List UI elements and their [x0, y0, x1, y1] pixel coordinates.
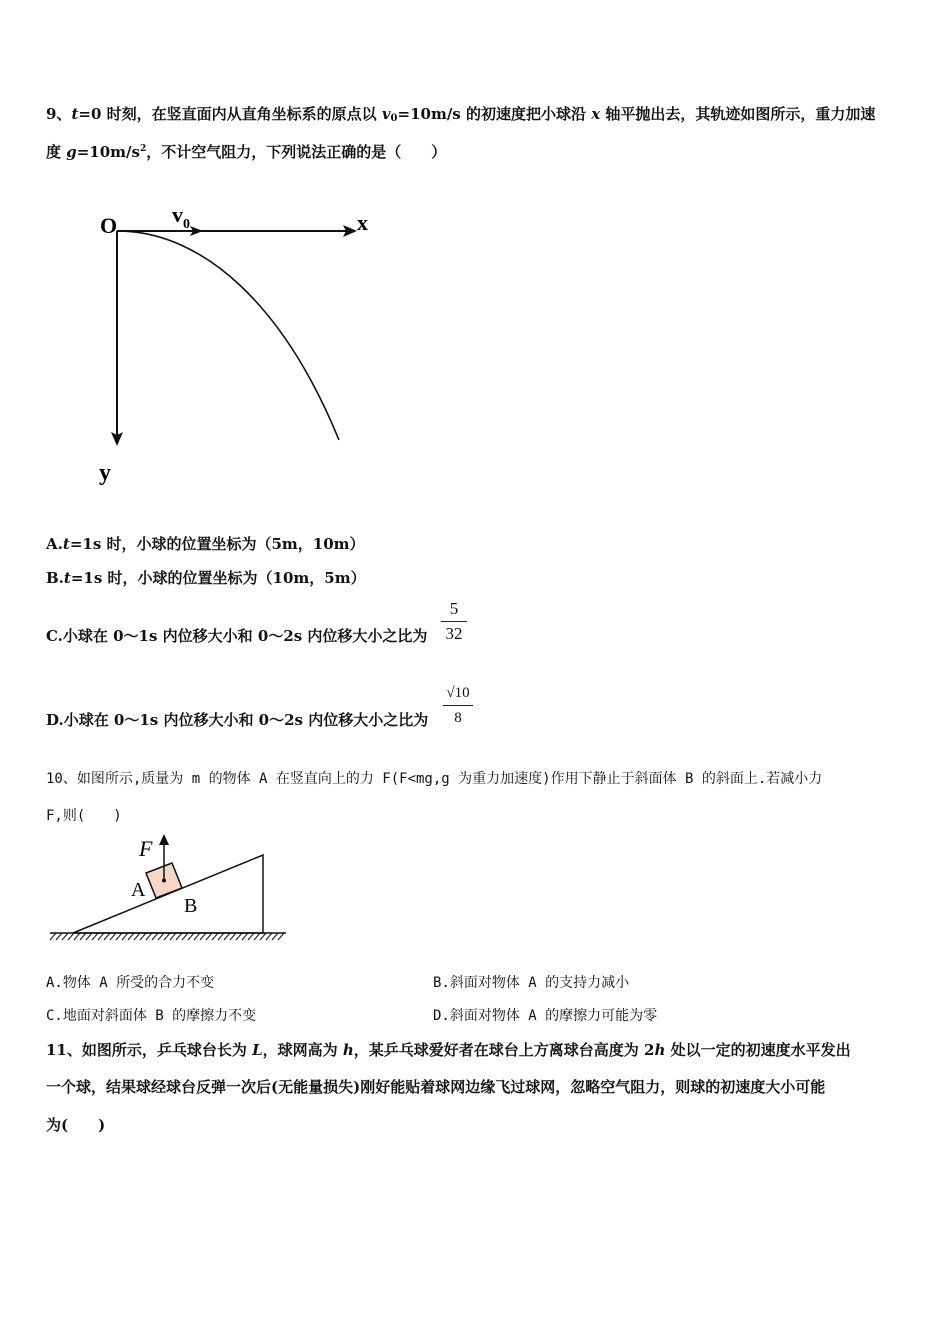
q9-option-c: C.小球在 0～1s 内位移大小和 0～2s 内位移大小之比为: [46, 627, 428, 645]
q9-option-a: [46, 533, 365, 554]
q9-option-d: D.小球在 0～1s 内位移大小和 0～2s 内位移大小之比为: [46, 711, 429, 729]
q9-stem-line2: [46, 141, 446, 162]
q9-y-label: y: [99, 460, 111, 486]
q10-option-d: D.斜面对物体 A 的摩擦力可能为零: [433, 1008, 658, 1024]
q9-velocity-subscript: 0: [183, 217, 190, 232]
q9-velocity-label: [172, 202, 190, 232]
q9-option-d-denominator: 8: [454, 710, 462, 726]
q10-option-c: C.地面对斜面体 B 的摩擦力不变: [46, 1008, 257, 1024]
q11-text-b: ，球网高为: [262, 1041, 343, 1059]
q9-option-b-prefix: B.: [46, 569, 64, 587]
q9-var-v-sub: 0: [390, 113, 398, 124]
q11-var-L: L: [252, 1041, 263, 1059]
q11-text-a: 11、如图所示，乒乓球台长为: [46, 1041, 253, 1059]
q9-var-x: x: [591, 105, 601, 123]
q9-option-a-prefix: A.: [46, 535, 63, 553]
q11-text-c: ，某乒乓球爱好者在球台上方离球台高度为 2: [353, 1041, 655, 1059]
q9-text-d: 度: [46, 143, 67, 161]
q9-option-c-denominator: 32: [445, 624, 463, 643]
q10-wedge-label: B: [184, 895, 198, 917]
q9-option-d-fraction: [443, 682, 473, 729]
q9-option-d-numerator: √10: [446, 685, 470, 701]
q10-force-arrow-head: [159, 834, 169, 845]
q9-exponent: 2: [139, 144, 147, 154]
q9-x-label: x: [357, 210, 368, 235]
q9-option-c-numerator: 5: [449, 599, 459, 618]
q9-trajectory-figure: [95, 198, 395, 498]
q11-stem-line3: 为( ): [46, 1116, 106, 1134]
q9-text-a: =0 时刻，在竖直面内从直角坐标系的原点以: [78, 105, 382, 123]
q9-option-b-text: =1s 时，小球的位置坐标为（10m，5m）: [70, 569, 366, 587]
q9-var-t: t: [71, 105, 79, 123]
q10-force-label: F: [139, 836, 153, 861]
q11-stem-line2: 一个球，结果球经球台反弹一次后(无能量损失)刚好能贴着球网边缘飞过球网，忽略空气阻力，则球的初速度大小可能: [46, 1078, 826, 1096]
q9-var-g: g: [66, 143, 77, 161]
q10-block-label: A: [131, 879, 146, 901]
q10-stem-line1: 10、如图所示,质量为 m 的物体 A 在竖直向上的力 F(F<mg,g 为重力加速度)作用下静止于斜面体 B 的斜面上.若减小力: [46, 771, 823, 787]
q11-var-h: h: [342, 1041, 354, 1059]
q11-var-h2: h: [654, 1041, 666, 1059]
q9-text-b: =10m/s 的初速度把小球沿: [397, 105, 592, 123]
q9-trajectory-curve: [117, 231, 339, 440]
q10-incline-figure: [48, 832, 293, 947]
q9-option-c-fraction: [441, 598, 467, 645]
q9-option-b-var: t: [63, 569, 71, 587]
q9-var-v: v: [381, 105, 391, 123]
q9-option-a-var: t: [62, 535, 70, 553]
q9-text-c: 轴平抛出去，其轨迹如图所示，重力加速: [600, 105, 876, 123]
q9-stem-line1: [46, 103, 875, 124]
q10-option-a: A.物体 A 所受的合力不变: [46, 975, 215, 991]
q9-option-b: [46, 567, 366, 588]
q9-text-e: =10m/s: [76, 143, 140, 161]
q9-velocity-symbol: v: [172, 202, 183, 227]
q11-text-d: 处以一定的初速度水平发出: [665, 1041, 851, 1059]
q10-stem-line2: F,则( ): [46, 808, 122, 824]
q10-ground-hatching: [50, 933, 284, 940]
q10-option-b: B.斜面对物体 A 的支持力减小: [433, 975, 630, 991]
q9-option-d-fraction-bar: [443, 705, 473, 706]
q9-option-a-text: =1s 时，小球的位置坐标为（5m，10m）: [69, 535, 365, 553]
q9-origin-label: O: [100, 213, 118, 238]
q9-option-c-fraction-bar: [441, 621, 467, 622]
q9-text-f: ，不计空气阻力，下列说法正确的是（ ）: [146, 143, 447, 161]
q9-number: 9、: [46, 105, 72, 123]
q11-stem-line1: [46, 1039, 851, 1060]
